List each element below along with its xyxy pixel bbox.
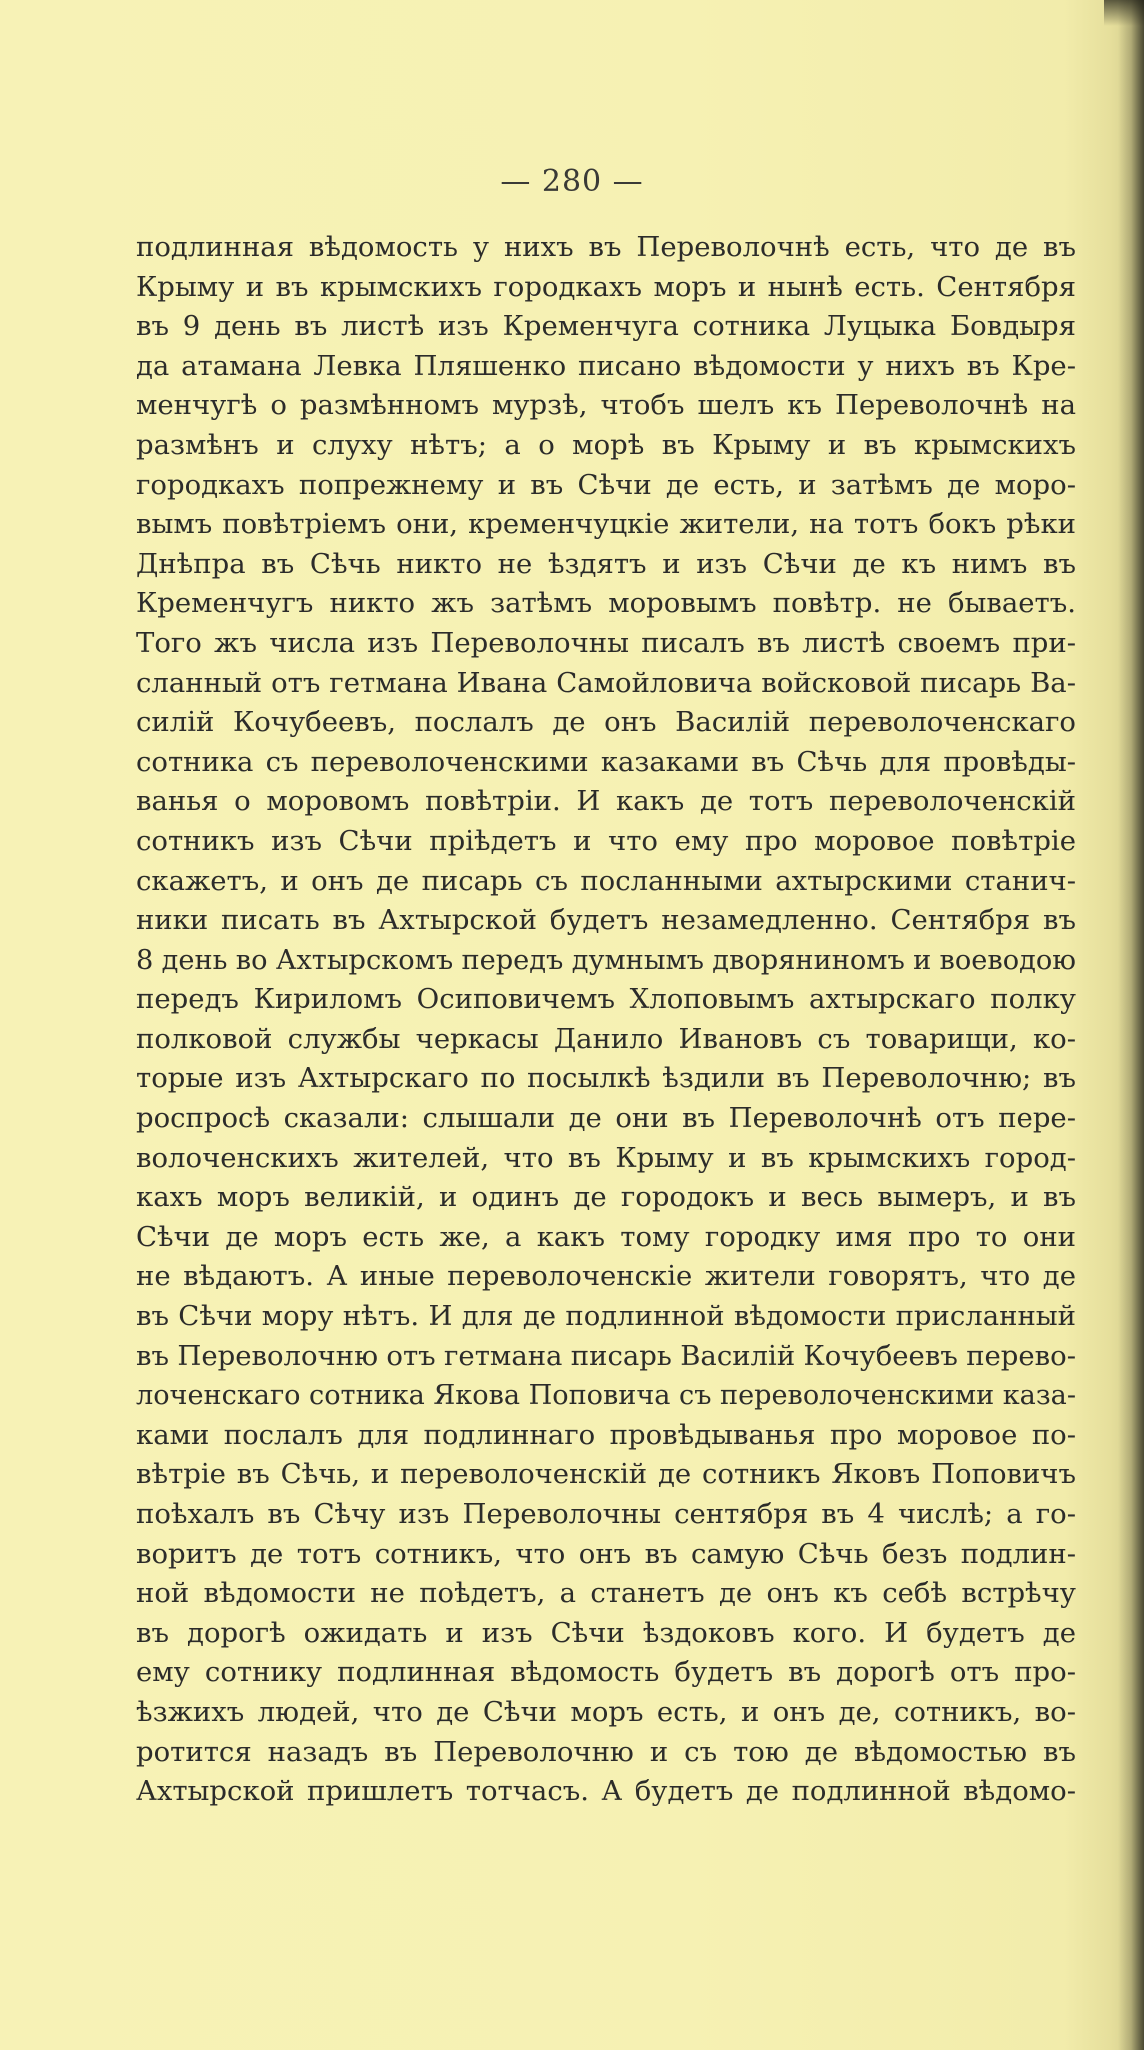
text-line: менчугѣ о размѣнномъ мурзѣ, чтобъ шелъ къ Переволочнѣ на <box>136 389 1076 422</box>
text-line: лоченскаго сотника Якова Поповича съ переволоченскими каза- <box>136 1380 1076 1412</box>
text-line: силій Кочубеевъ, послалъ де онъ Василій переволоченскаго <box>136 706 1076 739</box>
text-line: ѣзжихъ людей, что де Сѣчи моръ есть, и онъ де, сотникъ, во- <box>136 1695 1076 1728</box>
text-line: ной вѣдомости не поѣдетъ, а станетъ де онъ къ себѣ встрѣчу <box>136 1577 1076 1610</box>
text-line: передъ Кириломъ Осиповичемъ Хлоповымъ ахтырскаго полку <box>136 983 1076 1016</box>
text-line: Ахтырской пришлетъ тотчасъ. А будетъ де подлинной вѣдомо- <box>136 1775 1076 1808</box>
corner-shadow <box>1104 0 1144 26</box>
text-line: не вѣдаютъ. А иные переволоченскіе жители говорятъ, что де <box>136 1260 1076 1293</box>
text-line: волоченскихъ жителей, что въ Крыму и въ крымскихъ город- <box>136 1141 1076 1174</box>
text-line: сотникъ изъ Сѣчи пріѣдетъ и что ему про моровое повѣтріе <box>136 824 1076 857</box>
text-line: въ Переволочню отъ гетмана писарь Василій Кочубеевъ перево- <box>136 1339 1076 1372</box>
text-line: размѣнъ и слуху нѣтъ; а о морѣ въ Крыму и въ крымскихъ <box>136 428 1076 461</box>
binding-shadow <box>1118 0 1144 2050</box>
text-line: ники писать въ Ахтырской будетъ незамедленно. Сентября въ <box>136 904 1076 937</box>
text-line: роспросѣ сказали: слышали де они въ Переволочнѣ отъ пере- <box>136 1102 1076 1135</box>
text-line: полковой службы черкасы Данило Ивановъ съ товарищи, ко- <box>136 1022 1076 1055</box>
text-line: Сѣчи де моръ есть же, а какъ тому городку имя про то они <box>136 1220 1076 1253</box>
text-line: торые изъ Ахтырскаго по посылкѣ ѣздили въ Переволочню; въ <box>136 1062 1076 1095</box>
text-line: поѣхалъ въ Сѣчу изъ Переволочны сентября въ 4 числѣ; а го- <box>136 1498 1076 1530</box>
text-line: 8 день во Ахтырскомъ передъ думнымъ дворяниномъ и воеводою <box>136 944 1076 976</box>
text-line: въ 9 день въ листѣ изъ Кременчуга сотника Луцыка Бовдыря <box>136 310 1076 343</box>
text-line: сланный отъ гетмана Ивана Самойловича войсковой писарь Ва- <box>136 666 1076 699</box>
page-number: — 280 — <box>500 164 644 199</box>
text-line: Крыму и въ крымскихъ городкахъ моръ и нынѣ есть. Сентября <box>136 270 1076 303</box>
text-line: Днѣпра въ Сѣчь никто не ѣздятъ и изъ Сѣчи де къ нимъ въ <box>136 547 1076 580</box>
text-line: сотника съ переволоченскими казаками въ Сѣчь для провѣды- <box>136 745 1076 778</box>
text-line: ротится назадъ въ Переволочню и съ тою де вѣдомостью въ <box>136 1735 1076 1768</box>
body-text <box>136 228 1076 1812</box>
text-line: ванья о моровомъ повѣтріи. И какъ де тотъ переволоченскій <box>136 785 1076 818</box>
text-line: въ Сѣчи мору нѣтъ. И для де подлинной вѣдомости присланный <box>136 1300 1076 1333</box>
text-line: скажетъ, и онъ де писарь съ посланными ахтырскими станич- <box>136 864 1076 897</box>
text-line: ками послалъ для подлиннаго провѣдыванья про моровое по- <box>136 1418 1076 1451</box>
text-line: городкахъ попрежнему и въ Сѣчи де есть, и затѣмъ де моро- <box>136 468 1076 501</box>
text-line: вымъ повѣтріемъ они, кременчуцкіе жители, на тотъ бокъ рѣки <box>136 508 1076 541</box>
text-line: воритъ де тотъ сотникъ, что онъ въ самую Сѣчь безъ подлин- <box>136 1537 1076 1570</box>
text-line: кахъ моръ великій, и одинъ де городокъ и весь вымеръ, и въ <box>136 1181 1076 1214</box>
text-line: въ дорогѣ ожидать и изъ Сѣчи ѣздоковъ кого. И будетъ де <box>136 1616 1076 1649</box>
text-line: вѣтріе въ Сѣчь, и переволоченскій де сотникъ Яковъ Поповичъ <box>136 1458 1076 1491</box>
text-line: Того жъ числа изъ Переволочны писалъ въ листѣ своемъ при- <box>136 626 1076 659</box>
text-line: ему сотнику подлинная вѣдомость будетъ въ дорогѣ отъ про- <box>136 1656 1076 1689</box>
text-line: да атамана Левка Пляшенко писано вѣдомости у нихъ въ Кре- <box>136 349 1076 382</box>
text-line: подлинная вѣдомость у нихъ въ Переволочнѣ есть, что де въ <box>136 231 1076 263</box>
text-line: Кременчугъ никто жъ затѣмъ моровымъ повѣтр. не бываетъ. <box>136 587 1076 620</box>
